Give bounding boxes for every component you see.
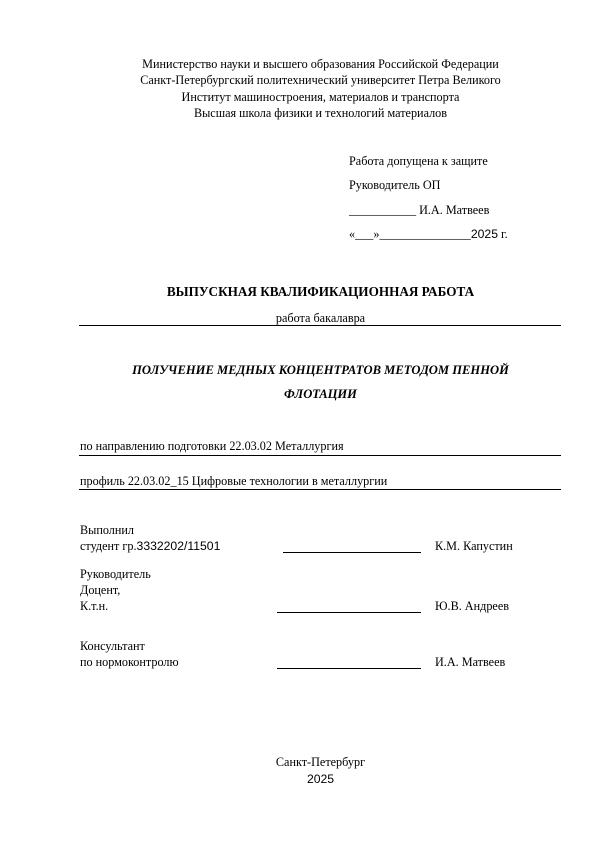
date-year: 2025 xyxy=(470,227,498,241)
performer-name: К.М. Капустин xyxy=(435,539,513,553)
supervisor-name: Ю.В. Андреев xyxy=(435,599,509,613)
approval-head: Руководитель ОП xyxy=(349,178,441,192)
consultant-label: Консультант xyxy=(80,639,145,653)
date-open-quote: « xyxy=(349,227,356,241)
consultant-signature-line xyxy=(277,668,421,669)
performer-signature-line xyxy=(283,552,421,553)
date-day-blank: ___ xyxy=(355,227,374,241)
supervisor-signature-line xyxy=(277,612,421,613)
work-type-subtitle: работа бакалавра xyxy=(275,311,366,325)
work-type-title: ВЫПУСКНАЯ КВАЛИФИКАЦИОННАЯ РАБОТА xyxy=(166,284,475,299)
topic-line-1: ПОЛУЧЕНИЕ МЕДНЫХ КОНЦЕНТРАТОВ МЕТОДОМ ПЕННОЙ xyxy=(132,363,509,377)
direction-underline xyxy=(79,455,561,456)
performer-group: 3332202/11501 xyxy=(136,539,221,553)
profile-text: профиль 22.03.02_15 Цифровые технологии в металлургии xyxy=(80,474,388,488)
ministry-line: Министерство науки и высшего образования Российской Федерации xyxy=(142,57,499,71)
topic-line-2: ФЛОТАЦИИ xyxy=(284,387,357,401)
approval-signer: И.А. Матвеев xyxy=(419,203,490,217)
date-suffix: г. xyxy=(498,227,508,241)
supervisor-label: Руководитель xyxy=(80,567,151,581)
footer-city: Санкт-Петербург xyxy=(275,755,366,769)
performer-group-prefix: студент гр. xyxy=(80,539,137,553)
supervisor-degree: К.т.н. xyxy=(80,599,109,613)
approval-signature-blank: ___________ xyxy=(349,203,417,217)
date-month-blank: _______________ xyxy=(379,227,471,241)
footer-year: 2025 xyxy=(306,772,335,786)
supervisor-position: Доцент, xyxy=(80,583,121,597)
school-line: Высшая школа физики и технологий материалов xyxy=(193,106,448,120)
approval-signature-line xyxy=(349,204,489,216)
university-line: Санкт-Петербургский политехнический университет Петра Великого xyxy=(140,73,501,87)
date-close-quote: » xyxy=(373,227,380,241)
performer-group-line xyxy=(80,540,220,552)
consultant-role: по нормоконтролю xyxy=(80,655,179,669)
profile-underline xyxy=(79,489,561,490)
approval-date-line xyxy=(349,228,508,240)
approval-admitted: Работа допущена к защите xyxy=(349,154,488,168)
work-type-underline xyxy=(79,325,561,326)
consultant-name: И.А. Матвеев xyxy=(435,655,506,669)
performer-label: Выполнил xyxy=(80,523,134,537)
direction-text: по направлению подготовки 22.03.02 Металлургия xyxy=(80,439,344,453)
institute-line: Институт машиностроения, материалов и транспорта xyxy=(181,90,460,104)
